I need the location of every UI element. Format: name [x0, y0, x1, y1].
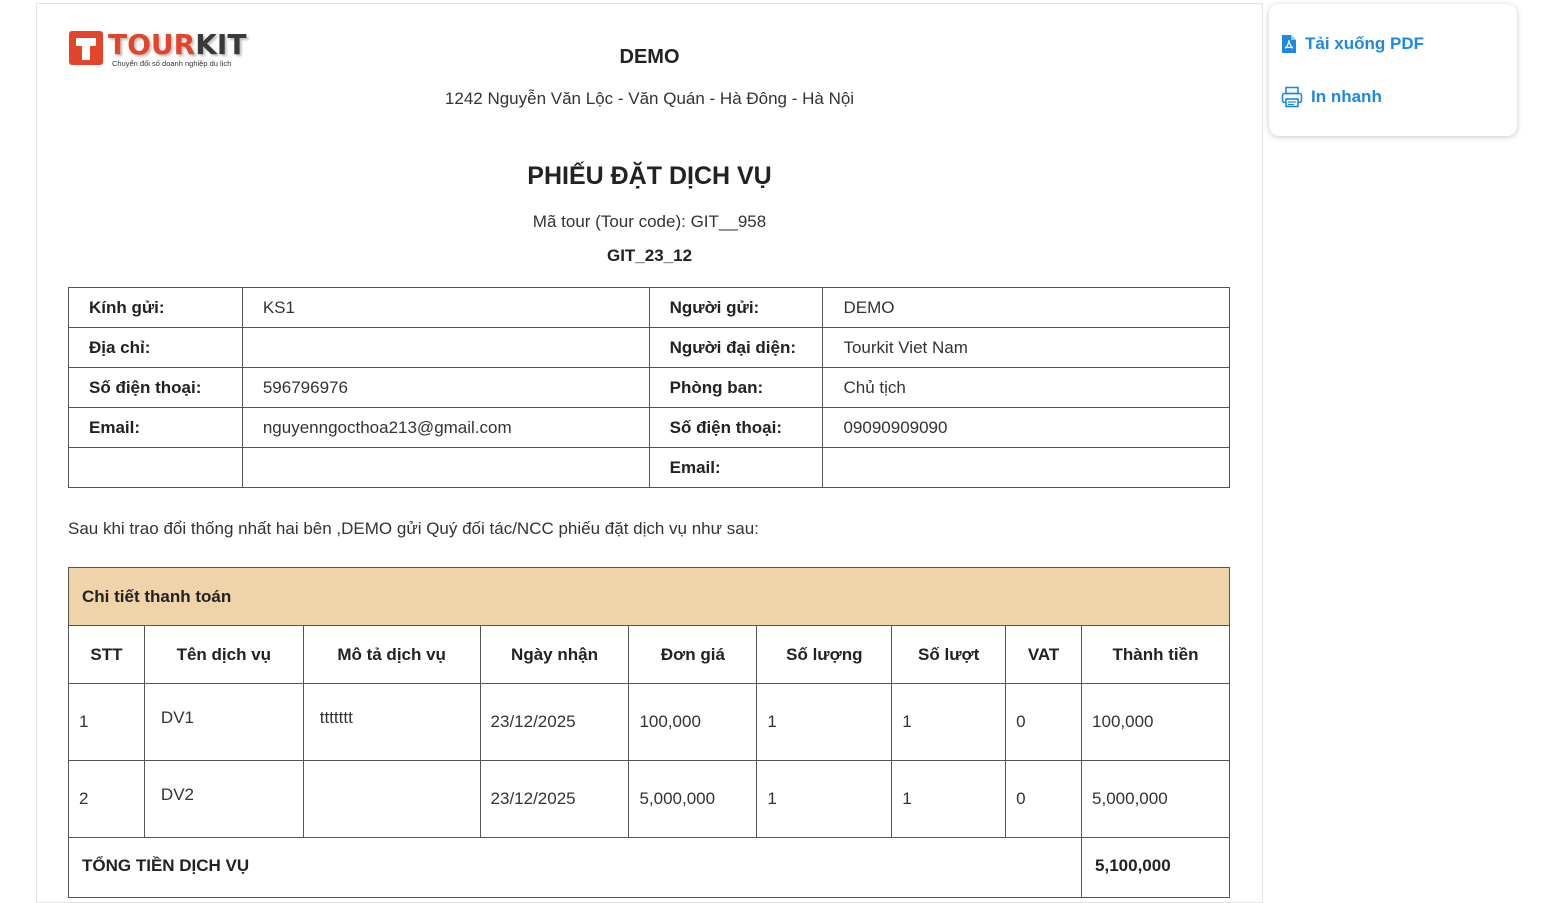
table-cell: 23/12/2025 — [480, 761, 629, 838]
info-left-label: Địa chỉ: — [69, 328, 243, 368]
info-right-label: Phòng ban: — [649, 368, 823, 408]
company-name: DEMO — [619, 46, 680, 68]
table-row — [69, 684, 1230, 761]
table-cell: DV2 — [144, 761, 303, 838]
info-row — [69, 368, 1230, 408]
contact-info-table — [68, 287, 1230, 488]
info-right-value: DEMO — [823, 288, 1230, 328]
column-header: STT — [69, 626, 145, 684]
table-cell: 1 — [892, 684, 1006, 761]
info-left-value — [242, 328, 649, 368]
info-right-value: Chủ tịch — [823, 368, 1230, 408]
table-cell: 0 — [1006, 761, 1082, 838]
logo-tagline: Chuyển đổi số doanh nghiệp du lịch — [112, 59, 232, 68]
info-left-value: nguyenngocthoa213@gmail.com — [242, 408, 649, 448]
quick-print-button[interactable] — [1281, 86, 1382, 108]
download-pdf-button[interactable] — [1281, 34, 1424, 54]
column-header: Số lượt — [892, 626, 1006, 684]
info-left-label: Kính gửi: — [69, 288, 243, 328]
info-row — [69, 288, 1230, 328]
payment-details-table — [68, 567, 1230, 898]
payment-details-heading: Chi tiết thanh toán — [69, 568, 1230, 626]
table-cell: 1 — [892, 761, 1006, 838]
info-right-label: Email: — [649, 448, 823, 488]
total-label: TỔNG TIỀN DỊCH VỤ — [69, 838, 1082, 898]
total-row — [69, 838, 1230, 898]
info-left-label — [69, 448, 243, 488]
info-row — [69, 328, 1230, 368]
info-right-label: Người gửi: — [649, 288, 823, 328]
table-cell: 5,000,000 — [1082, 761, 1230, 838]
tour-code: Mã tour (Tour code): GIT__958 — [532, 212, 767, 231]
action-panel — [1269, 4, 1517, 136]
column-header: VAT — [1006, 626, 1082, 684]
info-right-label: Người đại diện: — [649, 328, 823, 368]
column-header: Thành tiền — [1082, 626, 1230, 684]
document-title: PHIẾU ĐẶT DỊCH VỤ — [527, 162, 772, 190]
table-cell: 5,000,000 — [629, 761, 757, 838]
table-cell: 1 — [69, 684, 145, 761]
column-header: Ngày nhận — [480, 626, 629, 684]
column-header: Số lượng — [757, 626, 892, 684]
info-left-label: Số điện thoại: — [69, 368, 243, 408]
column-header: Tên dịch vụ — [144, 626, 303, 684]
info-row — [69, 448, 1230, 488]
table-cell: 1 — [757, 684, 892, 761]
download-pdf-label: Tải xuống PDF — [1305, 34, 1424, 53]
service-order-document — [36, 3, 1263, 903]
table-cell: 1 — [757, 761, 892, 838]
logo-brand-part1: TOUR — [108, 28, 196, 61]
tour-name: GIT_23_12 — [606, 246, 693, 265]
table-cell: DV1 — [144, 684, 303, 761]
table-cell: 0 — [1006, 684, 1082, 761]
column-header: Mô tả dịch vụ — [303, 626, 480, 684]
info-left-value: 596796976 — [242, 368, 649, 408]
intro-text: Sau khi trao đổi thống nhất hai bên ,DEMO gửi Quý đối tác/NCC phiếu đặt dịch vụ như sau: — [68, 519, 759, 538]
table-cell: 2 — [69, 761, 145, 838]
info-right-label: Số điện thoại: — [649, 408, 823, 448]
payment-header-row — [69, 626, 1230, 684]
info-right-value — [823, 448, 1230, 488]
table-row — [69, 761, 1230, 838]
quick-print-label: In nhanh — [1311, 87, 1382, 106]
info-row — [69, 408, 1230, 448]
info-left-label: Email: — [69, 408, 243, 448]
info-left-value — [242, 448, 649, 488]
pdf-file-icon — [1281, 34, 1297, 54]
company-address: 1242 Nguyễn Văn Lộc - Văn Quán - Hà Đông - Hà Nội — [444, 89, 855, 108]
table-cell: 100,000 — [629, 684, 757, 761]
column-header: Đơn giá — [629, 626, 757, 684]
table-cell — [303, 761, 480, 838]
info-right-value: 09090909090 — [823, 408, 1230, 448]
logo-brand-part2: KIT — [195, 28, 247, 61]
info-right-value: Tourkit Viet Nam — [823, 328, 1230, 368]
info-left-value: KS1 — [242, 288, 649, 328]
table-cell: 23/12/2025 — [480, 684, 629, 761]
table-cell: 100,000 — [1082, 684, 1230, 761]
total-value: 5,100,000 — [1082, 838, 1230, 898]
table-cell: ttttttt — [303, 684, 480, 761]
printer-icon — [1281, 86, 1303, 108]
